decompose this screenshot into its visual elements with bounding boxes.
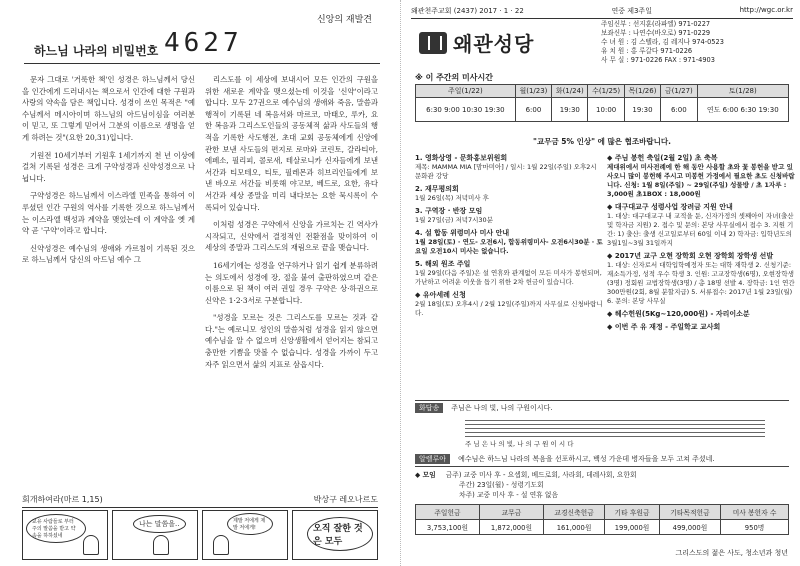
article-column-1 [22,74,195,494]
article-title: 하느님 나라의 비밀번호 [34,44,159,58]
article-title-number: 4627 [164,28,243,58]
announcement-heading: 4. 설 합동 위령미사 미사 안내 [415,229,510,237]
announcement-heading: ◆ 2017년 교구 오현 장학회 오현 장학회 장학생 선발 [607,252,774,260]
table-header: 토(1/28) [697,85,789,98]
announcement-text: 1. 대상: 대구대교구 내 교적을 둔, 신자가정의 셋째아이 자녀(출산 및 학자금 지원) 2. 접수 및 문의: 본당 사무실에서 접수 3. 지원 기간: 1) 출산: 출생 신고일로부터 60일 이내 2) 학자금: 입학년도의 3월1일~3월 31일까지 [607,212,794,247]
staff-line: 주임신부 : 선지훈(라파엘) 971-0227 [601,20,711,28]
speech-bubble: 교유 사람들로 부터 주의 말씀을 받고 약속을 하하셨네 [26,514,86,543]
meetings-row [415,470,789,480]
tithe-notice: "교무금 5% 인상" 에 많은 협조바랍니다. [533,137,671,146]
article-body [22,74,378,494]
announcement-heading: ◆ 주님 봉헌 축일(2월 2일) 초 축복 [607,154,718,162]
table-header: 교무금 [479,505,543,520]
paragraph: 구약성경은 하느님께서 이스라엘 민족을 통하여 이루셨던 인간 구원의 역사를 기록한 것으로 하느님께서는 이스라엘 백성과 계약을 맺었는데 이 계약을 옛 계약 곧 '구약'이라고 합니다. [22,191,195,236]
meetings [415,470,789,500]
announcement-heading: ◆ 대구대교구 성령사업 장려금 지원 안내 [607,203,733,211]
table-header: 화(1/24) [552,85,588,98]
announcements-right [607,150,795,332]
table-header-row [416,505,789,520]
table-cell: 199,000원 [605,520,660,535]
person-figure-icon [83,535,99,555]
table-row [416,98,789,122]
person-figure-icon [213,535,229,555]
table-header: 월(1/23) [515,85,551,98]
table-cell: 6:00 [515,98,551,122]
church-logo-icon [419,32,447,54]
footer-slogan: 그리스도의 젊은 사도, 청소년과 청년 [675,549,788,557]
announcement-text: 2월 18일(토) 오후4시 / 2월 12일(주일)까지 사무실로 신청바랍니다. [415,300,603,317]
paragraph: 문자 그대로 '거룩한 책'인 성경은 하느님께서 당신을 인간에게 드러내시는 책으로서 인간에 대한 구원과 사랑의 약속을 담은 책입니다. 성경이 쓰인 목적은 "예수님께서 메시아이며 하느님의 아드님이심을 여러분이 믿고, 또 그렇게 믿어서 그분의 이름으로 생명을 얻게 하려는 것"(요한 20,31)입니다. [22,75,195,142]
parish-name: 왜관성당 [453,32,535,56]
psalm-header [415,401,789,413]
alleluia-text: 예수님은 하느님 나라의 복음을 선포하시고, 백성 가운데 병자들을 모두 고쳐 주셨네. [458,455,715,463]
table-cell: 6:00 [661,98,697,122]
table-header: 수(1/25) [588,85,624,98]
bulletin-header [411,6,793,19]
table-cell: 499,000원 [659,520,720,535]
article-column-2 [205,74,378,494]
staff-line: 보좌신부 : 나연수(바오로) 971-0229 [601,29,711,37]
table-header: 목(1/26) [624,85,660,98]
cartoon-panel [22,510,108,560]
announcements-left [415,150,603,318]
section-subtitle: 신앙의 재발견 [316,15,372,25]
paragraph: 이처럼 성경은 구약에서 신앙을 가르치는 긴 역사가 시작되고, 신약에서 결정적인 전환점을 맞이하여 이 세상의 종말과 그리스도의 재림으로 끝을 맺습니다. [205,220,378,253]
speech-bubble: 오직 잘한 것은 모두 [307,517,373,551]
cartoon-panel [112,510,198,560]
table-cell: 10:00 [588,98,624,122]
cartoon-panel [202,510,288,560]
cartoon-panel [292,510,378,560]
announcement-text: 1월 26일(목) 저녁미사 후 [415,194,489,202]
table-header: 주일헌금 [416,505,480,520]
announcement-text: 1월 28일(토) · 연도- 오전6시, 합동위령미사- 오전6시30분 · 토요일 오전10시 미사는 없습니다. [415,238,603,255]
staff-line: 수 녀 원 : 김 스텔라, 김 레지나 974-0523 [601,38,724,46]
staff-contacts [601,20,724,65]
meeting-item: 주간) 23일(월) - 성령기도회 [459,481,544,489]
psalm-label: 화답송 [415,403,443,413]
cartoon-author: 박상구 레오나르도 [313,495,378,504]
table-header: 교경신축헌금 [543,505,604,520]
announcement-heading: 3. 구역장 · 반장 모임 [415,207,483,215]
announcement-heading: ◆ 이번 주 유 재정 - 주일학교 교사회 [607,323,721,331]
announcement-text: 1. 대상: 신자로서 대학입학예정자 또는 대학 재학생 2. 신청기준: 재소득가정, 성적 우수 학생 3. 인원: 고교장학생(6명), 오현장학생(3명) 정회원 교법장학생(3명) / 총 18명 선발 4. 장학금: 1인 연간 300만원(2회, 8월 분할지급) 5. 서류접수: 2017년 1월 23일(월) 6. 문의: 본당 사무실 [607,261,795,305]
responsorial-psalm [415,400,789,450]
cartoon-strip [22,510,378,560]
table-header: 기타목적헌금 [659,505,720,520]
alleluia-label: 알렐루아 [415,454,450,464]
table-row [416,520,789,535]
paragraph: 기원전 10세기부터 기원후 1세기까지 천 년 이상에 걸쳐 기록된 성경은 크게 구약성경과 신약성경으로 나뉩니다. [22,150,195,183]
paragraph: 16세기에는 성경을 연구하거나 읽기 쉽게 분류하려는 의도에서 성경에 장, 절을 붙여 출판하였으며 같은 이름으로 된 책이 여러 권일 경우 구약은 상·하권으로 신약은 1·2·3서로 구분합니다. [205,260,378,305]
cartoon-title: 회개하여라(마르 1,15) [22,495,103,504]
mass-schedule-table [415,84,789,122]
psalm-text: 주님은 나의 빛, 나의 구원이시다. [451,404,553,412]
parish-logo [419,28,534,57]
table-cell: 19:30 [552,98,588,122]
table-header: 금(1/27) [661,85,697,98]
liturgical-week: 연중 제3주일 [611,7,652,15]
table-cell: 6:30 9:00 10:30 19:30 [416,98,516,122]
mass-schedule-title: ※ 이 주간의 미사시간 [415,73,493,82]
announcement-heading: 1. 영화상영 - 문화홍보위원회 [415,154,508,162]
meetings-label: ◆ 모임 [415,471,436,479]
announcement-heading: ◆ 유아세례 신청 [415,291,466,299]
cartoon-header [22,494,378,508]
table-cell: 950명 [721,520,789,535]
speech-bubble: 나는 말씀을.. [133,515,186,533]
speech-bubble: 제발 저에게 제발 저에게! [227,513,273,535]
paragraph: 리스도를 이 세상에 보내시어 모든 인간의 구원을 위한 새로운 계약을 맺으셨는데 이것을 '신약'이라고 합니다. 모두 27권으로 예수님의 생애와 죽음, 말씀과 행적이 기록된 네 복음서와 마르코, 마태오, 루카, 요한 복음과 그리스도인들의 공동체적 삶과 사도들의 행적을 기록한 사도행전, 초대 교회 공동체에게 신앙에 관한 보낸 사도들의 편지로 로마와 코린토, 갈라티아, 에페소, 필리피, 콜로새, 테살로니카 신자들에게 보낸 서간과 티모테오, 티토, 필레몬과 히브리인들에게 보낸 바오로 서간들 비롯해 야고보, 베드로, 요한, 유다 서간과 세상 종말을 미리 내다보는 요한 묵시록이 수록되어 있습니다. [205,75,378,212]
announcement-heading: 2. 재무평의회 [415,185,459,193]
table-header: 주일(1/22) [416,85,516,98]
announcement-heading: 5. 해외 원조 주일 [415,260,471,268]
psalm-lyric: 주 님 은 나 의 빛, 나 의 구 원 이 시 다 [465,440,574,448]
table-cell: 연도 6:00 6:30 19:30 [697,98,789,122]
staff-line: 사 무 실 : 971-0226 FAX : 971-4903 [601,56,715,64]
alleluia-verse [415,454,789,467]
table-cell: 19:30 [624,98,660,122]
person-figure-icon [153,535,169,555]
offerings-table [415,504,789,535]
meeting-item: 차주) 교중 미사 후 - 설 연휴 없음 [459,491,559,499]
table-header: 기타 후원금 [605,505,660,520]
table-cell: 3,753,100원 [416,520,480,535]
table-cell: 1,872,000원 [479,520,543,535]
announcement-text: 1월 27일(금) 저녁7시30분 [415,216,493,224]
announcement-text: 제목: MAMMA MIA [맘마미아] / 일시: 1월 22일(주일) 오후2시 문화관 강당 [415,163,597,180]
bulletin-issue: 왜관천주교회 (2437) 2017 · 1 · 22 [411,7,524,15]
music-staff-icon [465,417,765,439]
paragraph: "성경을 모르는 것은 그리스도를 모르는 것과 같다."는 예로니모 성인의 말씀처럼 성경을 읽지 않으면 예수님을 알 수 없으며 신앙생활에서 얻어지는 참되고 충만한 기쁨을 맛볼 수 없습니다. 성경을 가까이 두고 자주 읽으면서 삶의 지표로 삼읍시다. [205,313,378,369]
announcement-heading: ◆ 헤수헌원(5Kg~120,000원) - 자리이소분 [607,310,750,318]
announcement-text: 제대위에서 미사전례에 한 해 동안 사용할 초와 꽃 봉헌을 받고 있사오니 많이 봉헌해 주시고 미봉헌 가정에서 필요한 초도 신청바랍니다. 신청: 1월 8일(주일) ~ 29일(주일) 성물방 / 초 1자루 : 3,000원 초1BOX : 18,000원 [607,163,795,198]
table-header-row [416,85,789,98]
announcement-text: 1월 29일(다음 주일)은 설 연휴와 관계없이 모든 미사가 봉헌되며, 가난하고 어려운 이웃을 돕기 위한 2차 헌금이 있습니다. [415,269,602,286]
right-page [400,0,800,566]
website-link[interactable]: http://wgc.or.kr [739,6,793,14]
table-cell: 161,000원 [543,520,604,535]
meeting-item: 금주) 교중 미사 후 - 요셉회, 베드로회, 사라회, 데레사회, 요한회 [445,471,637,479]
staff-line: 유 치 원 : 홍 루갈다 971-0226 [601,47,693,55]
table-header: 미사 봉헌자 수 [721,505,789,520]
paragraph: 신약성경은 예수님의 생애와 가르침이 기록된 것으로 하느님께서 당신의 아드님 예수 그 [22,243,195,265]
